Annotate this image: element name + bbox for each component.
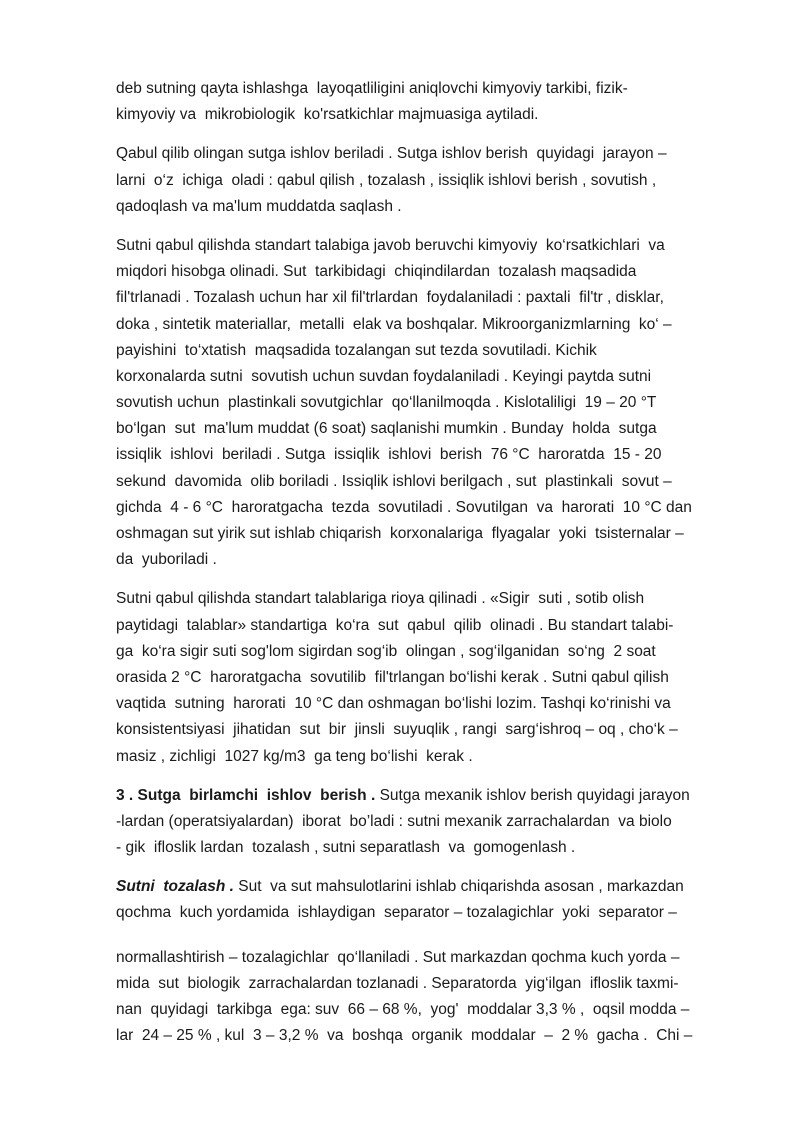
text-line: orasida 2 °C haroratgacha sovutilib fil'trlangan bo‘lishi kerak . Sutni qabul qilish (116, 668, 669, 686)
text-line: konsistentsiyasi jihatidan sut bir jinsli suyuqlik , rangi sarg‘ishroq – oq , cho‘k – (116, 721, 678, 739)
section-heading: Sutni tozalash . (116, 878, 234, 896)
section-cleaning (116, 874, 746, 1049)
text-line: sovutish uchun plastinkali sovutgichlar qo‘llanilmoqda . Kislotaliligi 19 – 20 °T (116, 394, 657, 412)
text-line: issiqlik ishlovi beriladi . Sutga issiqlik ishlovi berish 76 °C haroratda 15 - 20 (116, 446, 662, 464)
text-line: korxonalarda sutni sovutish uchun suvdan foydalaniladi . Keyingi paytda sutni (116, 367, 652, 385)
text-run: Sutga mexanik ishlov berish quyidagi jarayon (375, 786, 690, 804)
text-line: miqdori hisobga olinadi. Sut tarkibidagi chiqindilardan tozalash maqsadida (116, 263, 637, 281)
paragraph-definition (116, 76, 746, 128)
document-page (116, 76, 746, 1049)
text-line (116, 874, 746, 900)
text-line: qochma kuch yordamida ishlaydigan separator – tozalagichlar yoki separator – (116, 904, 677, 922)
text-line: ga ko‘ra sigir suti sog'lom sigirdan sog‘ib olingan , sog‘ilganidan so‘ng 2 soat (116, 642, 656, 660)
text-line: mida sut biologik zarrachalardan tozlanadi . Separatorda yig‘ilgan ifloslik taxmi- (116, 974, 679, 992)
text-line: - gik ifloslik lardan tozalash , sutni separatlash va gomogenlash . (116, 839, 576, 857)
paragraph-receiving (116, 233, 746, 573)
text-line: nan quyidagi tarkibga ega: suv 66 – 68 %, yog' moddalar 3,3 % , oqsil modda – (116, 1001, 690, 1018)
text-line: gichda 4 - 6 °C haroratgacha tezda sovutiladi . Sovutilgan va harorati 10 °C dan (116, 498, 692, 516)
text-line: Qabul qilib olingan sutga ishlov beriladi . Sutga ishlov berish quyidagi jarayon – (116, 145, 667, 163)
text-line: doka , sintetik materiallar, metalli elak va boshqalar. Mikroorganizmlarning ko‘ – (116, 315, 672, 333)
text-line: kimyoviy va mikrobiologik ko'rsatkichlar majmuasiga aytiladi. (116, 106, 539, 124)
text-line: larni o‘z ichiga oladi : qabul qilish , tozalash , issiqlik ishlovi berish , sovutish , (116, 171, 657, 189)
paragraph-processing (116, 141, 746, 220)
text-line (116, 783, 746, 809)
text-line: payishini to‘xtatish maqsadida tozalangan sut tezda sovutiladi. Kichik (116, 341, 597, 359)
paragraph-standard (116, 586, 746, 769)
text-line: oshmagan sut yirik sut ishlab chiqarish korxonalariga flyagalar yoki tsisternalar – (116, 525, 684, 542)
text-line: qadoqlash va ma'lum muddatda saqlash . (116, 197, 402, 215)
text-line: sekund davomida olib boriladi . Issiqlik ishlovi berilgach , sut plastinkali sovut – (116, 472, 672, 490)
text-line: fil'trlanadi . Tozalash uchun har xil fil'trlardan foydalaniladi : paxtali fil'tr , disklar, (116, 289, 664, 307)
text-line: paytidagi talablar» standartiga ko‘ra sut qabul qilib olinadi . Bu standart talabi- (116, 616, 674, 634)
section-primary-processing (116, 783, 746, 862)
text-line: -lardan (operatsiyalardan) iborat bo’ladi : sutni mexanik zarrachalardan va biolo (116, 812, 672, 830)
text-line: bo‘lgan sut ma'lum muddat (6 soat) saqlanishi mumkin . Bunday holda sutga (116, 420, 657, 438)
text-line: lar 24 – 25 % , kul 3 – 3,2 % va boshqa organik moddalar – 2 % gacha . Chi – (116, 1027, 693, 1045)
spacer (116, 927, 746, 945)
text-run: Sut va sut mahsulotlarini ishlab chiqarishda asosan , markazdan (233, 878, 684, 896)
text-line: Sutni qabul qilishda standart talablariga rioya qilinadi . «Sigir suti , sotib olish (116, 590, 645, 608)
text-line: normallashtirish – tozalagichlar qo‘llaniladi . Sut markazdan qochma kuch yorda – (116, 948, 680, 966)
text-line: deb sutning qayta ishlashga layoqatliligini aniqlovchi kimyoviy tarkibi, fizik- (116, 80, 628, 97)
text-line: masiz , zichligi 1027 kg/m3 ga teng bo‘lishi kerak . (116, 747, 473, 765)
text-line: vaqtida sutning harorati 10 °C dan oshmagan bo‘lishi lozim. Tashqi ko‘rinishi va (116, 695, 671, 713)
section-heading: 3 . Sutga birlamchi ishlov berish . (116, 786, 376, 804)
text-line: da yuboriladi . (116, 551, 217, 569)
text-line: Sutni qabul qilishda standart talabiga javob beruvchi kimyoviy ko‘rsatkichlari va (116, 236, 665, 254)
